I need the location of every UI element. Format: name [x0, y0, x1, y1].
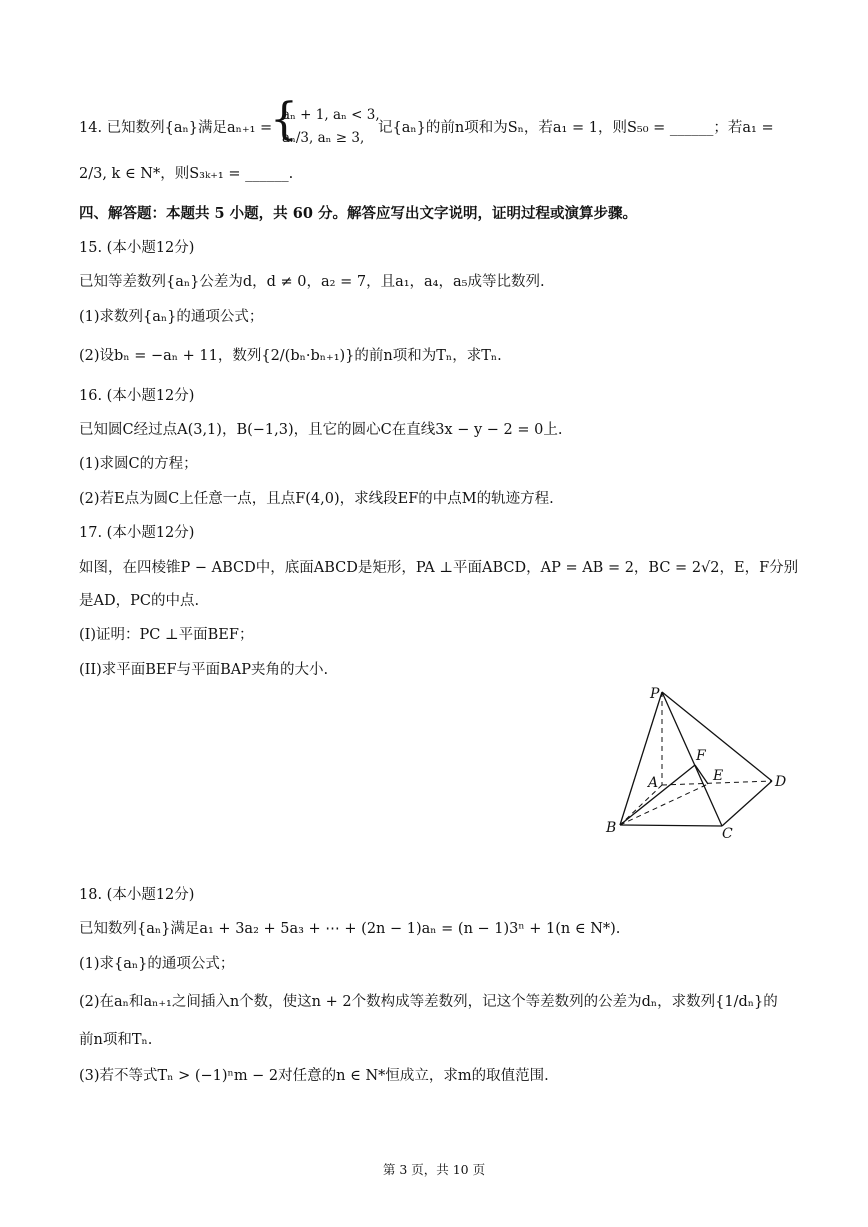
q17-part-1: (I)证明：PC ⊥平面BEF；: [79, 627, 254, 643]
q14-line-2: 2/3, k ∈ N*，则S₃ₖ₊₁ = ______.: [79, 166, 294, 182]
pyramid-figure: [600, 680, 800, 845]
label-p: P: [650, 686, 660, 702]
q16-part-1: (1)求圆C的方程；: [79, 456, 198, 472]
label-d: D: [775, 774, 787, 790]
q18-heading: 18. (本小题12分): [79, 887, 195, 903]
q18-part-2-line-2: 前n项和Tₙ.: [79, 1032, 153, 1048]
q17-part-2: (II)求平面BEF与平面BAP夹角的大小.: [79, 662, 329, 678]
q15-part-2: (2)设bₙ = −aₙ + 11，数列{2/(bₙ·bₙ₊₁)}的前n项和为Tₙ，求Tₙ.: [79, 348, 502, 364]
q18-stem: 已知数列{aₙ}满足a₁ + 3a₂ + 5a₃ + ⋯ + (2n − 1)aₙ = (n − 1)3ⁿ + 1(n ∈ N*).: [79, 921, 621, 937]
q16-heading: 16. (本小题12分): [79, 388, 195, 404]
label-f: F: [696, 748, 706, 764]
q15-heading: 15. (本小题12分): [79, 240, 195, 256]
q15-part-1: (1)求数列{aₙ}的通项公式；: [79, 309, 264, 325]
q14-prefix: 14. 已知数列{aₙ}满足aₙ₊₁ =: [79, 120, 273, 136]
q18-part-1: (1)求{aₙ}的通项公式；: [79, 956, 235, 972]
edge-cd: [722, 781, 772, 826]
q14-brace: {: [270, 94, 298, 145]
page-footer: 第 3 页，共 10 页: [382, 1162, 486, 1177]
q17-stem-line-1: 如图，在四棱锥P − ABCD中，底面ABCD是矩形，PA ⊥平面ABCD，AP = AB = 2，BC = 2√2，E，F分别: [79, 560, 799, 576]
segment-bf: [620, 765, 695, 825]
q14-case-2: aₙ/3, aₙ ≥ 3,: [282, 130, 365, 146]
q17-heading: 17. (本小题12分): [79, 525, 195, 541]
label-b: B: [606, 820, 617, 836]
q16-stem: 已知圆C经过点A(3,1)，B(−1,3)，且它的圆心C在直线3x − y − 2 = 0上.: [79, 422, 563, 438]
q17-stem-line-2: 是AD，PC的中点.: [79, 593, 200, 609]
edge-bc: [620, 825, 722, 826]
edge-pc: [662, 692, 722, 826]
q18-part-2-line-1: (2)在aₙ和aₙ₊₁之间插入n个数，使这n + 2个数构成等差数列，记这个等差数列的公差为dₙ，求数列{1/dₙ}的: [79, 994, 778, 1010]
label-c: C: [722, 826, 733, 842]
label-e: E: [713, 768, 724, 784]
q18-part-3: (3)若不等式Tₙ > (−1)ⁿm − 2对任意的n ∈ N*恒成立，求m的取值范围.: [79, 1068, 549, 1084]
q14-suffix: 记{aₙ}的前n项和为Sₙ，若a₁ = 1，则S₅₀ = ______；若a₁ =: [378, 120, 774, 136]
q15-stem: 已知等差数列{aₙ}公差为d，d ≠ 0，a₂ = 7，且a₁，a₄，a₅成等比数列.: [79, 274, 545, 290]
q16-part-2: (2)若E点为圆C上任意一点，且点F(4,0)，求线段EF的中点M的轨迹方程.: [79, 491, 554, 507]
label-a: A: [648, 775, 659, 791]
q14-case-1: aₙ + 1, aₙ < 3,: [282, 107, 380, 123]
section-heading: 四、解答题：本题共 5 小题，共 60 分。解答应写出文字说明，证明过程或演算步骤。: [79, 205, 637, 222]
